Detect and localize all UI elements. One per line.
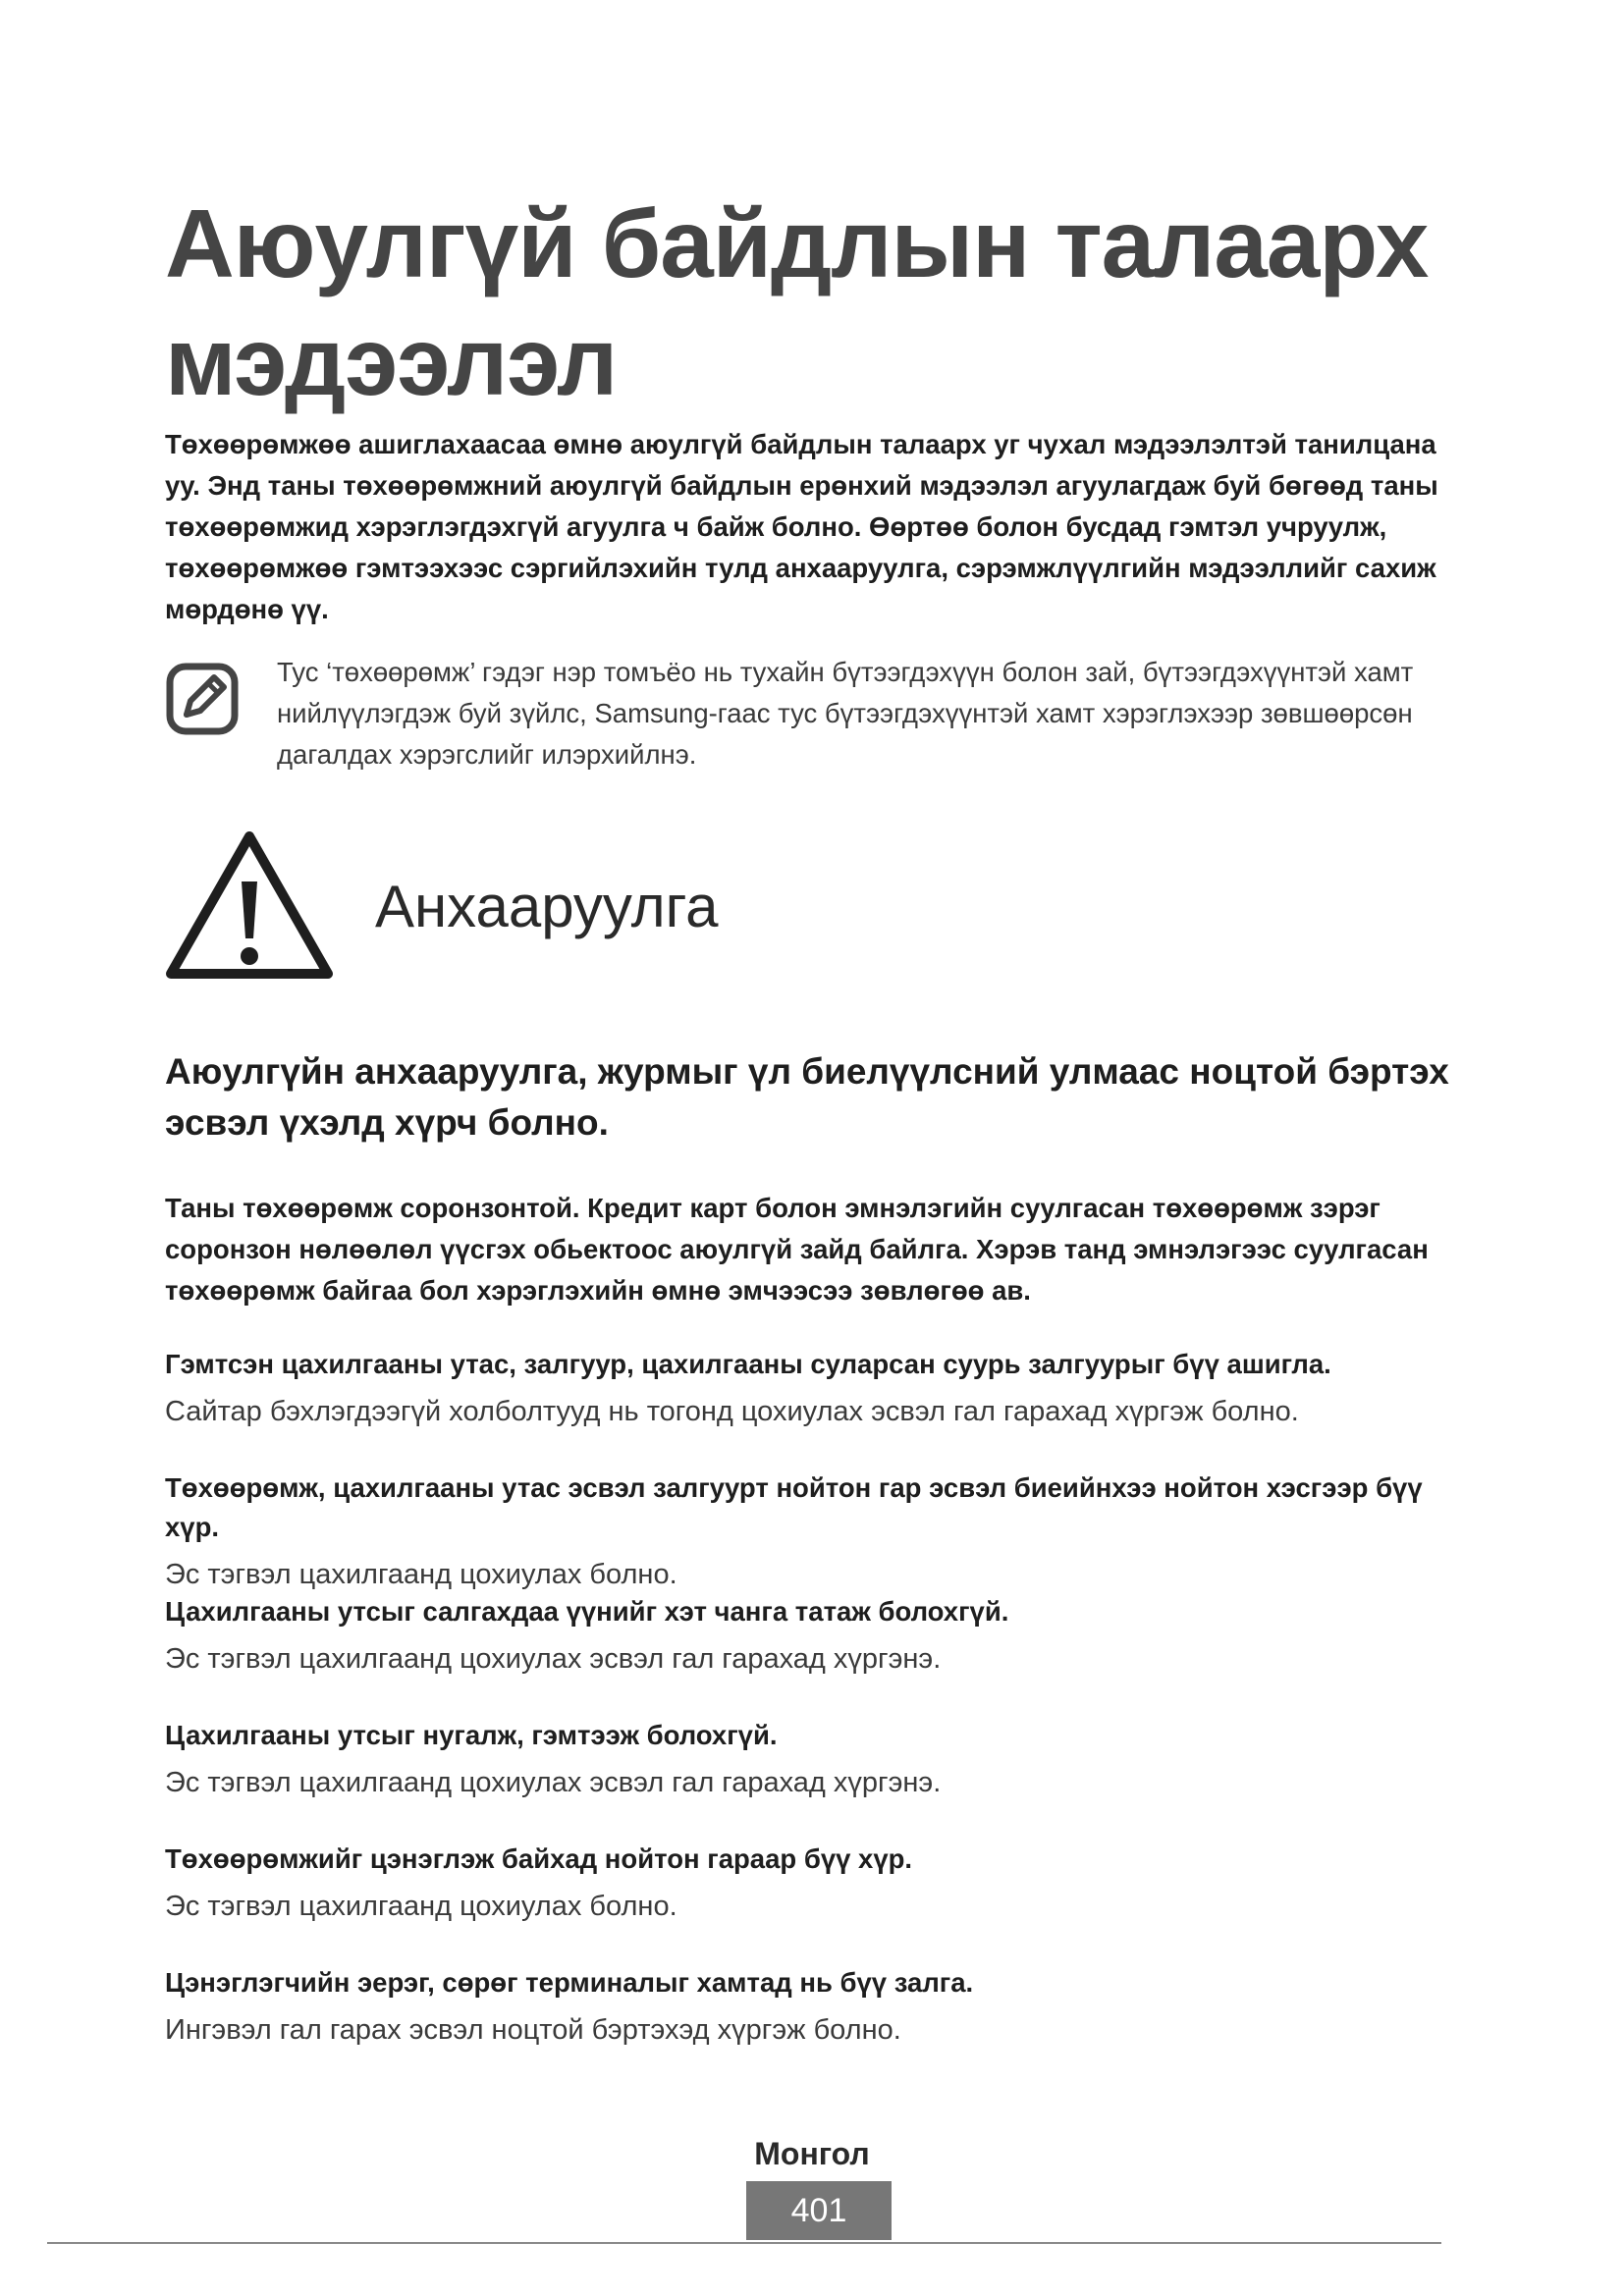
rule-item (165, 1468, 1481, 1594)
rule-item (165, 1716, 1481, 1802)
rule-description: Эс тэгвэл цахилгаанд цохиулах эсвэл гал гарахад хүргэнэ. (165, 1767, 942, 1798)
footer-language: Монгол (754, 2136, 870, 2171)
rule-item (165, 1592, 1481, 1679)
rule-heading: Цэнэглэгчийн эерэг, сөрөг терминалыг хамтад нь бүү залга. (165, 1967, 974, 1998)
rule-heading: Гэмтсэн цахилгааны утас, залгуур, цахилгааны суларсан суурь залгуурыг бүү ашигла. (165, 1349, 1331, 1379)
rule-item (165, 1840, 1481, 1926)
rule-heading: Төхөөрөмжийг цэнэглэж байхад нойтон гараар бүү хүр. (165, 1843, 913, 1874)
note-text: Тус ‘төхөөрөмж’ гэдэг нэр томъёо нь тухайн бүтээгдэхүүн болон зай, бүтээгдэхүүнтэй хамт нийлүүлэгдэж буй зүйлс, Samsung-гаас тус бүтээгдэхүүнтэй хамт хэрэглэхээр зөвшөөрсөн дагалдах хэрэгслийг илэрхийлнэ. (277, 657, 1414, 770)
warning-subheading: Аюулгүйн анхааруулга, журмыг үл биелүүлсний улмаас ноцтой бэртэх эсвэл үхэлд хүрч болно. (165, 1051, 1449, 1143)
warning-heading: Анхааруулга (375, 874, 719, 939)
rule-heading: Цахилгааны утсыг нугалж, гэмтээж болохгүй. (165, 1720, 778, 1750)
rule-description: Сайтар бэхлэгдээгүй холболтууд нь тогонд цохиулах эсвэл гал гарахад хүргэж болно. (165, 1396, 1299, 1427)
magnet-warning-paragraph: Таны төхөөрөмж соронзонтой. Кредит карт болон эмнэлэгийн суулгасан төхөөрөмж зэрэг соронзон нөлөөлөл үүсгэх обьектоос аюулгүй зайд байлга. Хэрэв танд эмнэлэгээс суулгасан төхөөрөмж байгаа бол хэрэглэхийн өмнө эмчээсээ зөвлөгөө ав. (165, 1193, 1429, 1306)
rule-heading: Цахилгааны утсыг салгахдаа үүнийг хэт чанга татаж болохгүй. (165, 1596, 1009, 1627)
rule-description: Эс тэгвэл цахилгаанд цохиулах болно. (165, 1559, 677, 1590)
rule-item (165, 1345, 1481, 1431)
rule-heading: Төхөөрөмж, цахилгааны утас эсвэл залгуурт нойтон гар эсвэл биеийнхээ нойтон хэсгээр бүү хүр. (165, 1472, 1423, 1542)
warning-triangle-icon (163, 827, 336, 984)
rule-description: Эс тэгвэл цахилгаанд цохиулах эсвэл гал гарахад хүргэнэ. (165, 1643, 942, 1675)
footer-divider (47, 2242, 1441, 2244)
intro-paragraph: Төхөөрөмжөө ашиглахаасаа өмнө аюулгүй байдлын талаарх уг чухал мэдээлэлтэй танилцана уу. Энд таны төхөөрөмжний аюулгүй байдлын ерөнхий мэдээлэл агуулагдаж буй бөгөөд таны төхөөрөмжид хэрэглэгдэхгүй агуулга ч байж болно. Өөртөө болон бусдад гэмтэл учруулж, төхөөрөмжөө гэмтээхээс сэргийлэхийн тулд анхааруулга, сэрэмжлүүлгийн мэдээллийг сахиж мөрдөнө үү. (165, 429, 1438, 624)
note-pencil-icon (165, 662, 240, 736)
rule-description: Ингэвэл гал гарах эсвэл ноцтой бэртэхэд хүргэж болно. (165, 2014, 901, 2046)
rule-description: Эс тэгвэл цахилгаанд цохиулах болно. (165, 1891, 677, 1922)
rule-item (165, 1963, 1481, 2050)
page-number: 401 (746, 2181, 892, 2240)
page-title: Аюулгүй байдлын талаарх мэдээлэл (165, 189, 1429, 415)
